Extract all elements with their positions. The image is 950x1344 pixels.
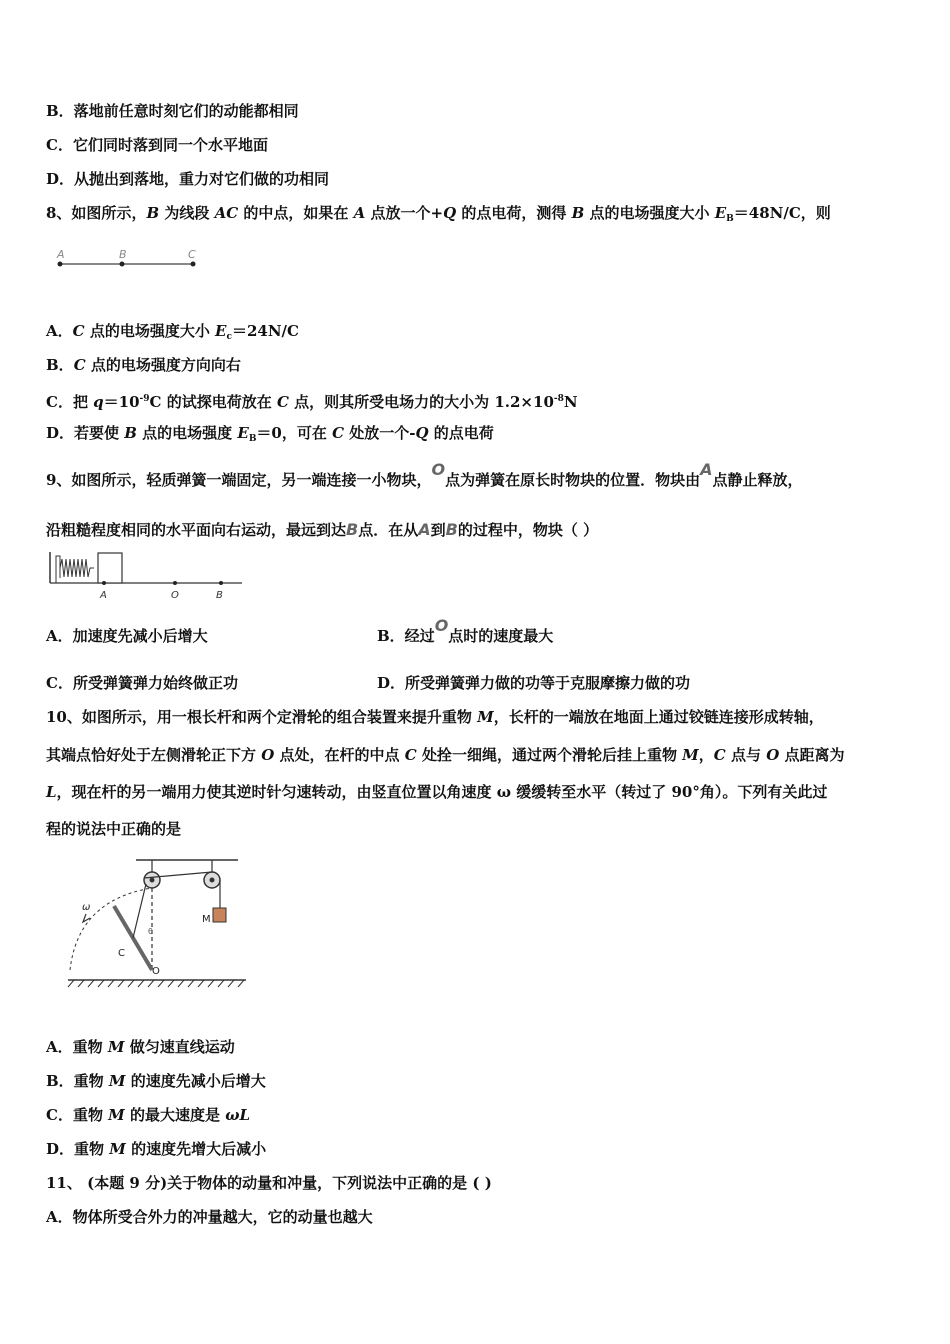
ground-hatch [68, 980, 244, 987]
q10-option-b: B．重物 M 的速度先减小后增大 [46, 1072, 266, 1090]
q11-option-a: A．物体所受合外力的冲量越大，它的动量也越大 [46, 1208, 373, 1226]
label-omega: ω [82, 902, 91, 913]
q7-option-c: C．它们同时落到同一个水平地面 [46, 136, 268, 154]
q7-option-d: D．从抛出到落地，重力对它们做的功相同 [46, 170, 330, 188]
mass-m [213, 908, 226, 922]
q8-line-figure [50, 244, 210, 274]
point-a [58, 262, 63, 267]
label-b: B [119, 248, 127, 261]
label-theta: θ [148, 927, 153, 936]
q7-option-b: B．落地前任意时刻它们的动能都相同 [46, 102, 299, 120]
label-o: O [171, 590, 179, 601]
q10-stem-line2: 其端点恰好处于左侧滑轮正下方 O 点处，在杆的中点 C 处拴一细绳，通过两个滑轮后挂上重物 M，C 点与 O 点距离为 [46, 746, 845, 764]
q8-option-b: B．C 点的电场强度方向向右 [46, 356, 241, 374]
q9-stem-line2: 沿粗糙程度相同的水平面向右运动，最远到达B点．在从A到B的过程中，物块（ ） [46, 520, 599, 539]
q9-stem-line1: 9、如图所示，轻质弹簧一端固定，另一端连接一小物块，O点为弹簧在原长时物块的位置．物块由A点静止释放， [46, 460, 803, 489]
q8-option-d: D．若要使 B 点的电场强度 $E_B=0$，可在 C 处放一个-Q 的点电荷 [46, 424, 494, 444]
label-a: A [100, 590, 107, 601]
rotation-arrow [83, 914, 90, 922]
label-o: O [152, 966, 160, 977]
label-c: C [188, 248, 196, 261]
q10-stem-line3: L，现在杆的另一端用力使其逆时针匀速转动，由竖直位置以角速度 ω 缓缓转至水平（转过了 90°角）。下列有关此过 [46, 783, 828, 801]
block [98, 553, 122, 583]
point-b [120, 262, 125, 267]
q9-option-a: A．加速度先减小后增大 [46, 627, 208, 645]
q9-option-d: D．所受弹簧弹力做的功等于克服摩擦力做的功 [377, 674, 691, 692]
q10-option-d: D．重物 M 的速度先增大后减小 [46, 1140, 267, 1158]
q10-option-a: A．重物 M 做匀速直线运动 [46, 1038, 235, 1056]
q8-option-c: C．把 $q=10^{-9}C$ 的试探电荷放在 C 点，则其所受电场力的大小为 $1.2\times 10^{-8}N$ [46, 393, 578, 411]
q8-option-a: A．C 点的电场强度大小 $E_c=24N/C$ [46, 322, 299, 342]
q9-spring-figure [46, 548, 246, 604]
q10-stem-line1: 10、如图所示，用一根长杆和两个定滑轮的组合装置来提升重物 M，长杆的一端放在地面上通过铰链连接形成转轴， [46, 708, 824, 726]
label-a: A [57, 248, 65, 261]
q10-stem-line4: 程的说法中正确的是 [46, 820, 182, 838]
q9-option-b: B．经过O点时的速度最大 [377, 616, 554, 645]
q11-stem: 11、 (本题 9 分)关于物体的动量和冲量，下列说法中正确的是 ( ) [46, 1174, 492, 1192]
q10-option-c: C．重物 M 的最大速度是 ωL [46, 1106, 251, 1124]
label-c: C [118, 948, 125, 959]
q10-pulley-figure [60, 856, 250, 990]
point-c [191, 262, 196, 267]
label-m: M [202, 914, 211, 925]
q8-stem: 8、如图所示，B 为线段 AC 的中点，如果在 A 点放一个+Q 的点电荷，测得 B 点的电场强度大小 $E_B=48N/C$，则 [46, 204, 831, 224]
label-b: B [216, 590, 223, 601]
spring [60, 559, 94, 577]
q9-option-c: C．所受弹簧弹力始终做正功 [46, 674, 238, 692]
